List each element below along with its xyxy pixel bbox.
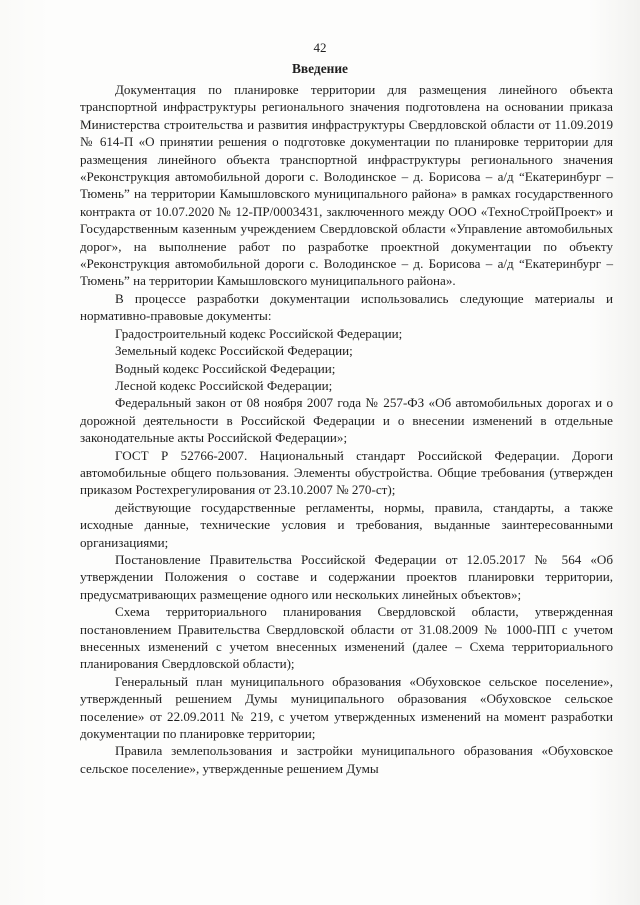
- paragraph-materials-lead: В процессе разработки документации использовались следующие материалы и нормативно-правовые документы:: [80, 290, 613, 324]
- paragraph-town-planning-code: Градостроительный кодекс Российской Федерации;: [115, 325, 403, 341]
- paragraph-regulations: действующие государственные регламенты, нормы, правила, стандарты, а также исходные данные, технические условия и требования, выданные заинтересованными организациями;: [80, 499, 613, 550]
- paragraph-territorial-scheme: Схема территориального планирования Свердловской области, утвержденная постановлением Правительства Свердловской области от 31.08.2009 № 1000-ПП с учетом внесенных изменений с учетом внесенных изменений (далее – Схема территориального планирования Свердловской области);: [80, 604, 613, 672]
- paragraph-intro: Документация по планировке территории для размещения линейного объекта транспортной инфраструктуры регионального значения подготовлена на основании приказа Министерства строительства и развития инфраструктуры Свердловской области от 11.09.2019 № 614-П «О принятии решения о подготовке документации по планировке территории для размещения линейного объекта транспортной инфраструктуры регионального значения «Реконструкция автомобильной дороги с. Володинское – д. Борисова – а/д “Екатеринбург – Тюмень” на территории Камышловского муниципального района» в рамках государственного контракта от 10.07.2020 № 12-ПР/0003431, заключенного между ООО «ТехноСтройПроект» и Государственным казенным учреждением Свердловской области «Управление автомобильных дорог», на выполнение работ по разработке проектной документации по объекту «Реконструкция автомобильной дороги с. Володинское – д. Борисова – а/д “Екатеринбург – Тюмень” на территории Камышловского муниципального района».: [80, 82, 613, 289]
- paragraph-land-use-rules: Правила землепользования и застройки муниципального образования «Обуховское сельское поселение», утвержденные решением Думы: [80, 743, 613, 776]
- paragraph-general-plan: Генеральный план муниципального образования «Обуховское сельское поселение», утвержденный решением Думы муниципального образования «Обуховское сельское поселение» от 22.09.2011 № 219, с учетом утвержденных изменений на момент разработки документации по планировке территории;: [80, 673, 613, 742]
- paragraph-gost: ГОСТ Р 52766-2007. Национальный стандарт Российской Федерации. Дороги автомобильные общего пользования. Элементы обустройства. Общие требования (утвержден приказом Ростехрегулирования от 23.10.2007 № 270-ст);: [80, 447, 613, 498]
- document-body: [80, 81, 613, 777]
- paragraph-government-decree: Постановление Правительства Российской Федерации от 12.05.2017 № 564 «Об утверждении Положения о составе и содержании проектов планировки территории, предусматривающих размещение одного или нескольких линейных объектов»;: [80, 551, 613, 602]
- page-number: 42: [313, 40, 327, 55]
- section-heading: Введение: [291, 61, 349, 76]
- paragraph-land-code: Земельный кодекс Российской Федерации;: [115, 343, 353, 359]
- paragraph-forest-code: Лесной кодекс Российской Федерации;: [115, 377, 333, 393]
- paragraph-federal-law: Федеральный закон от 08 ноября 2007 года № 257-ФЗ «Об автомобильных дорогах и о дорожной деятельности в Российской Федерации и о внесении изменений в отдельные законодательные акты Российской Федерации»;: [80, 395, 613, 446]
- paragraph-water-code: Водный кодекс Российской Федерации;: [115, 360, 336, 376]
